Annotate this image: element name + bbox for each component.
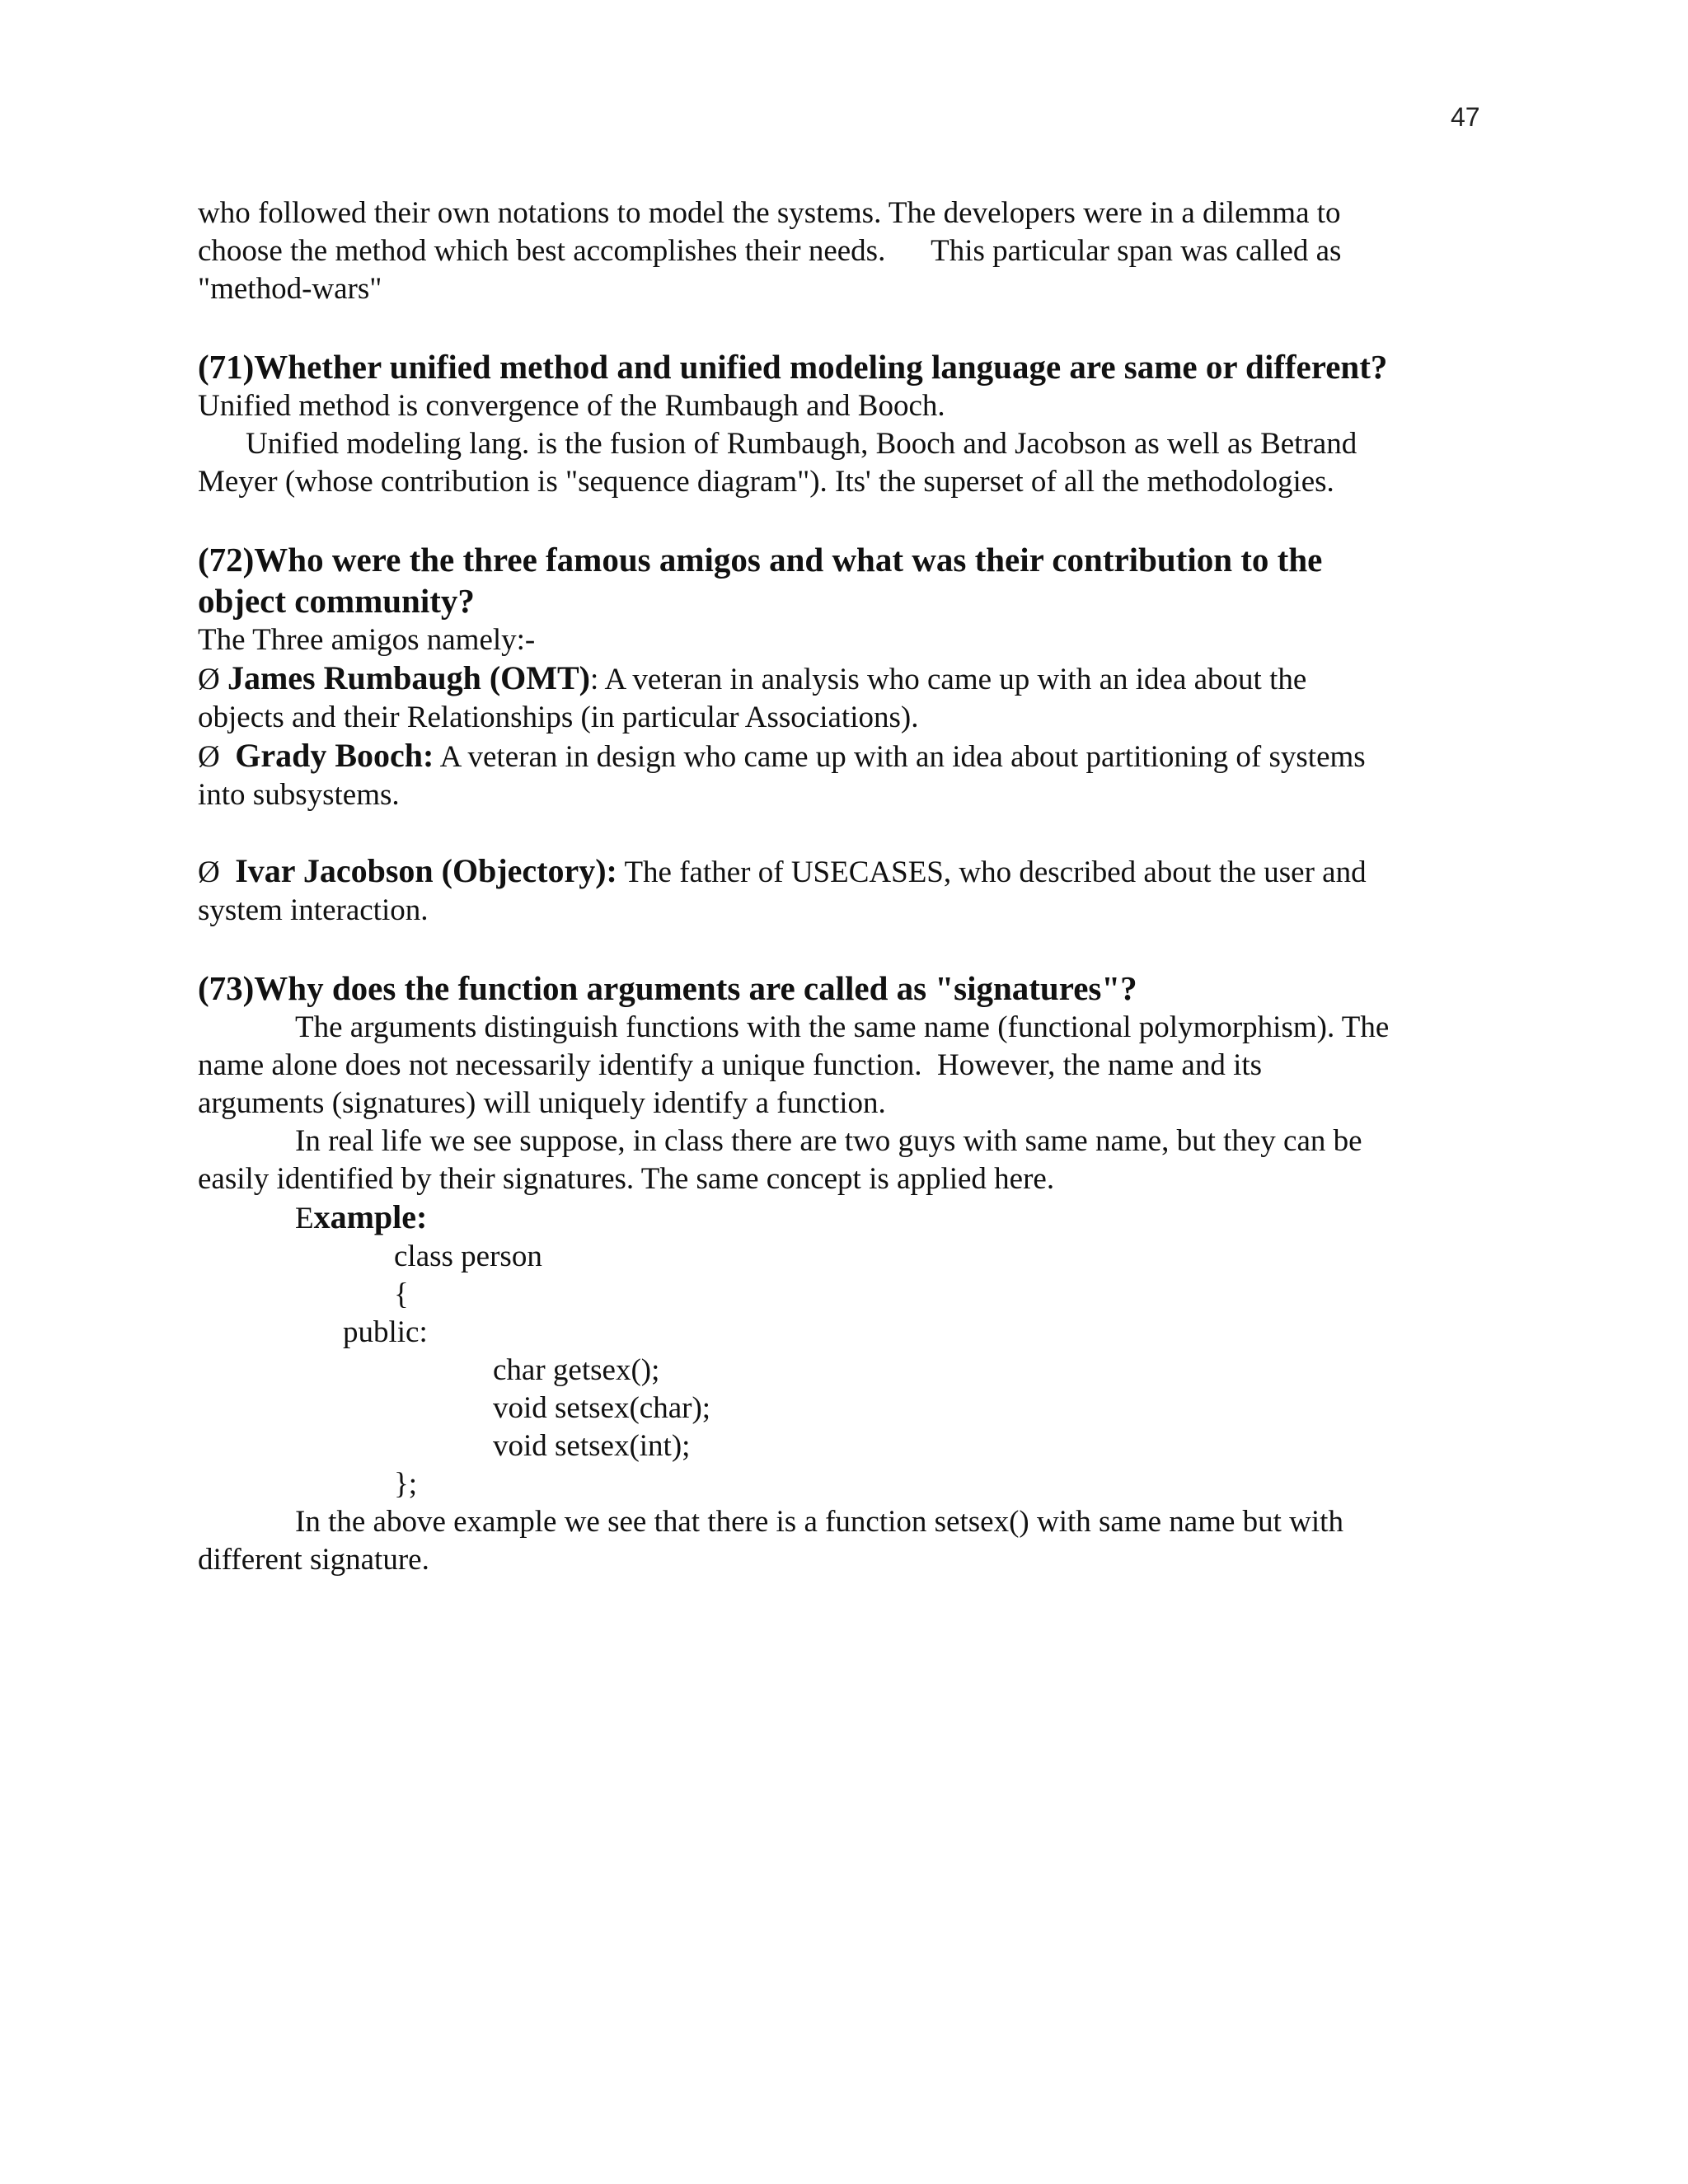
bullet-icon: Ø [198, 740, 220, 774]
text-line: into subsystems. [198, 778, 400, 812]
code-line: }; [394, 1467, 418, 1501]
page-number: 47 [1451, 102, 1480, 132]
example-label-rest: xample: [313, 1198, 428, 1235]
example-label-initial: E [295, 1202, 314, 1235]
question-heading: (72)Who were the three famous amigos and what was their contribution to the [198, 541, 1323, 579]
text-line: different signature. [198, 1543, 429, 1577]
text-line: system interaction. [198, 893, 429, 927]
amigo-desc: A veteran in design who came up with an idea about partitioning of systems [434, 740, 1366, 774]
amigo-desc: The father of USECASES, who described about the user and [617, 855, 1367, 889]
question-heading: (73)Why does the function arguments are called as "signatures"? [198, 969, 1137, 1007]
text-line: "method-wars" [198, 272, 382, 306]
question-73 [198, 968, 1500, 1579]
text-line: The Three amigos namely:- [198, 623, 536, 657]
question-71 [198, 346, 1500, 501]
amigo-name: Grady Booch: [235, 737, 434, 774]
text-line: choose the method which best accomplishes their needs. This particular span was called as [198, 234, 1342, 268]
code-line: void setsex(char); [493, 1391, 711, 1425]
code-line: char getsex(); [493, 1353, 660, 1387]
text-line: In real life we see suppose, in class there are two guys with same name, but they can be [295, 1124, 1362, 1158]
example-label [198, 1198, 1500, 1238]
text-line: arguments (signatures) will uniquely identify a function. [198, 1086, 886, 1120]
bullet-icon: Ø [198, 663, 220, 696]
question-72 [198, 539, 1500, 930]
text-line: Meyer (whose contribution is "sequence diagram"). Its' the superset of all the methodologies. [198, 465, 1334, 499]
text-line: The arguments distinguish functions with the same name (functional polymorphism). The [295, 1010, 1390, 1044]
code-line: public: [343, 1315, 428, 1349]
amigo-rumbaugh [198, 659, 1500, 699]
amigo-desc: : A veteran in analysis who came up with an idea about the [590, 663, 1307, 696]
amigo-name: Ivar Jacobson (Objectory): [235, 852, 617, 889]
text-line: objects and their Relationships (in particular Associations). [198, 701, 919, 734]
text-line: Unified method is convergence of the Rumbaugh and Booch. [198, 389, 945, 423]
document-body [198, 194, 1500, 1579]
text-line: Unified modeling lang. is the fusion of Rumbaugh, Booch and Jacobson as well as Betrand [246, 427, 1357, 461]
code-line: { [394, 1277, 409, 1311]
code-line: void setsex(int); [493, 1429, 691, 1463]
text-line: In the above example we see that there is a function setsex() with same name but with [295, 1505, 1343, 1539]
amigo-booch [198, 737, 1500, 776]
intro-paragraph [198, 194, 1500, 308]
amigo-name: James Rumbaugh (OMT) [227, 659, 591, 696]
text-line: who followed their own notations to model the systems. The developers were in a dilemma to [198, 196, 1341, 230]
question-heading-cont: object community? [198, 582, 475, 620]
text-line: easily identified by their signatures. The same concept is applied here. [198, 1162, 1055, 1196]
amigo-jacobson [198, 852, 1500, 892]
bullet-icon: Ø [198, 855, 220, 889]
question-heading: (71)Whether unified method and unified modeling language are same or different? [198, 348, 1388, 386]
code-line: class person [394, 1240, 542, 1273]
text-line: name alone does not necessarily identify a unique function. However, the name and its [198, 1048, 1263, 1082]
code-example [198, 1238, 1500, 1503]
